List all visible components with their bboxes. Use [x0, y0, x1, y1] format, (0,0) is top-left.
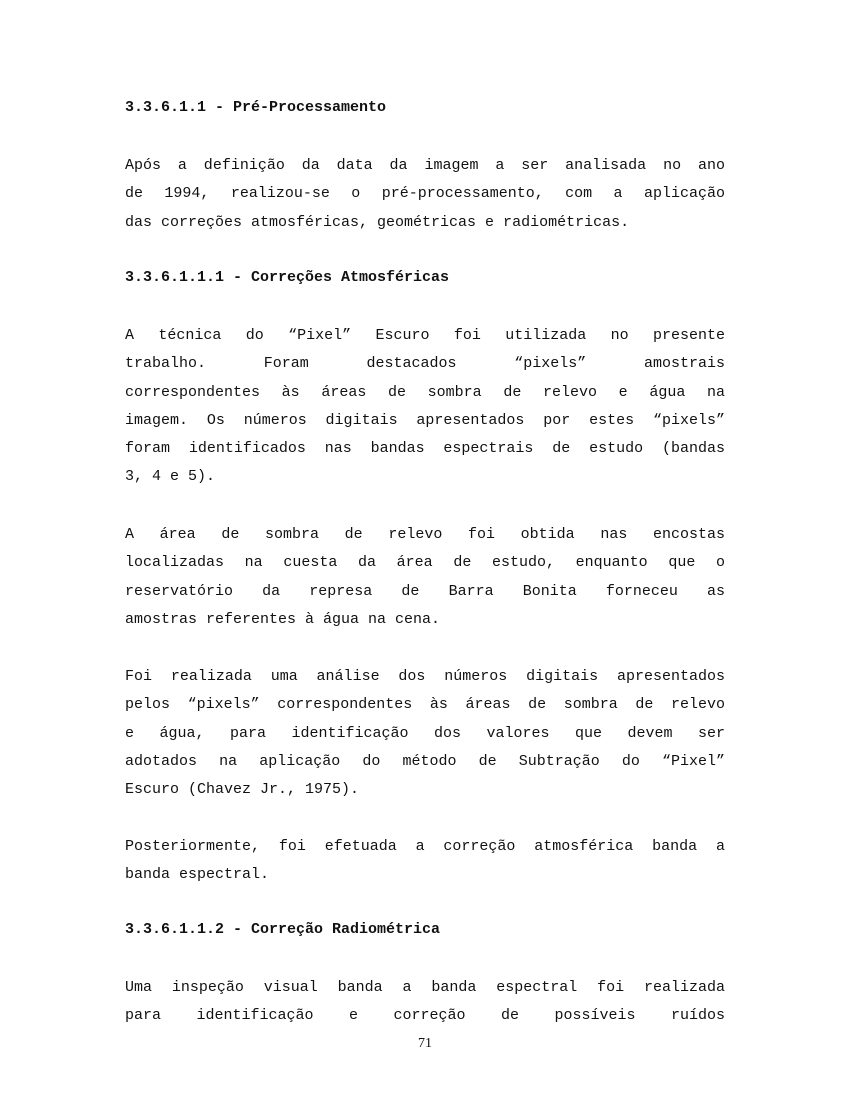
- text-line: foram identificados nas bandas espectrais de estudo (bandas: [125, 440, 725, 458]
- subsection-heading-atmospheric: 3.3.6.1.1.1 - Correções Atmosféricas: [125, 269, 450, 286]
- page-number: 71: [418, 1036, 432, 1051]
- paragraph-inspection: [125, 974, 725, 1031]
- text-line: Uma inspeção visual banda a banda espectral foi realizada: [125, 979, 725, 996]
- text-line: adotados na aplicação do método de Subtração do “Pixel”: [125, 752, 725, 770]
- paragraph-dark-pixel: [125, 322, 725, 492]
- text-line: A área de sombra de relevo foi obtida nas encostas: [125, 526, 725, 543]
- text-line: e água, para identificação dos valores que devem ser: [125, 724, 725, 742]
- paragraph-analysis: [125, 663, 725, 804]
- text-line: de 1994, realizou-se o pré-processamento, com a aplicação: [125, 185, 725, 203]
- text-line: imagem. Os números digitais apresentados por estes “pixels”: [125, 411, 725, 429]
- text-line: 3, 4 e 5).: [125, 468, 216, 486]
- text-line: Foi realizada uma análise dos números digitais apresentados: [125, 668, 725, 685]
- section-heading: 3.3.6.1.1 - Pré-Processamento: [125, 99, 387, 116]
- subsection-heading-radiometric: 3.3.6.1.1.2 - Correção Radiométrica: [125, 921, 441, 938]
- text-line: trabalho. Foram destacados “pixels” amostrais: [125, 355, 725, 373]
- text-line: Escuro (Chavez Jr., 1975).: [125, 781, 360, 799]
- text-line: Após a definição da data da imagem a ser analisada no ano: [125, 157, 725, 174]
- text-line: das correções atmosféricas, geométricas e radiométricas.: [125, 213, 630, 231]
- text-line: pelos “pixels” correspondentes às áreas de sombra de relevo: [125, 696, 725, 714]
- paragraph-shadow-area: [125, 521, 725, 634]
- text-line: reservatório da represa de Barra Bonita forneceu as: [125, 582, 725, 600]
- text-line: banda espectral.: [125, 866, 270, 884]
- text-line: Posteriormente, foi efetuada a correção atmosférica banda a: [125, 838, 725, 855]
- text-line: correspondentes às áreas de sombra de relevo e água na: [125, 383, 725, 401]
- text-line: A técnica do “Pixel” Escuro foi utilizada no presente: [125, 327, 725, 344]
- text-line: amostras referentes à água na cena.: [125, 610, 441, 628]
- text-line: para identificação e correção de possíveis ruídos: [125, 1007, 725, 1025]
- text-line: localizadas na cuesta da área de estudo, enquanto que o: [125, 554, 725, 572]
- paragraph-correction: [125, 833, 725, 890]
- intro-paragraph: [125, 152, 725, 237]
